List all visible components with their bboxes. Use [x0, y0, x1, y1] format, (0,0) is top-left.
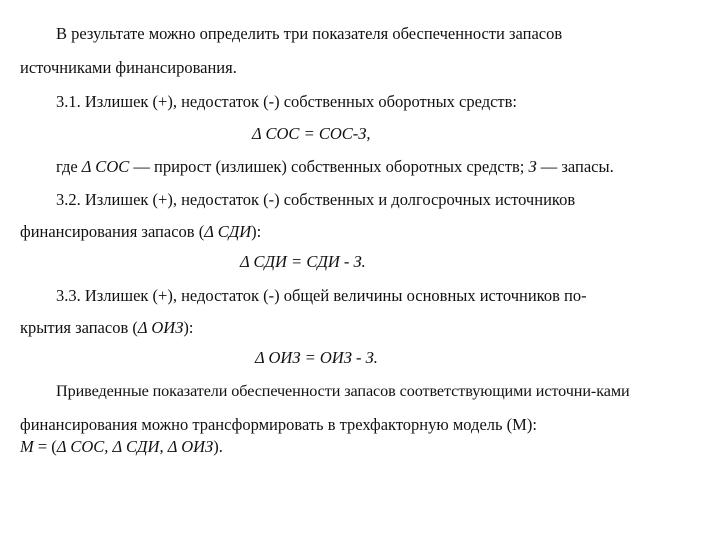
formula-delta-sos [252, 124, 371, 144]
definition-line [56, 157, 614, 177]
section-3-2-suffix: ): [251, 222, 262, 241]
section-3-2-continuation [20, 222, 261, 242]
model-close: ). [213, 437, 223, 456]
section-3-3-suffix: ): [183, 318, 194, 337]
paragraph-conclusion-line-1: Приведенные показатели обеспеченности запасов соответствующими источни-ками [56, 382, 630, 400]
paragraph-intro-line-1: В результате можно определить три показателя обеспеченности запасов [56, 24, 563, 43]
section-3-2-symbol: Δ СДИ [204, 222, 252, 241]
section-3-2-heading: 3.2. Излишек (+), недостаток (-) собственных и долгосрочных источников [56, 190, 576, 209]
model-term-oiz: Δ ОИЗ [167, 437, 214, 456]
section-3-3-prefix: крытия запасов ( [20, 318, 138, 337]
model-formula [20, 437, 223, 457]
definition-suffix: — запасы. [536, 157, 614, 176]
section-3-3-symbol: Δ ОИЗ [137, 318, 184, 337]
section-3-2-prefix: финансирования запасов ( [20, 222, 205, 241]
definition-text: — прирост (излишек) собственных оборотных средств; [129, 157, 529, 176]
paragraph-intro-line-2: источниками финансирования. [20, 58, 237, 77]
model-term-sos-sdi: Δ СОС, Δ СДИ [56, 437, 160, 456]
formula-delta-oiz [255, 348, 378, 368]
section-3-3-heading: 3.3. Излишек (+), недостаток (-) общей величины основных источников по- [56, 286, 587, 305]
definition-prefix: где [56, 157, 82, 176]
formula-delta-sdi [240, 252, 366, 272]
section-3-1-heading: 3.1. Излишек (+), недостаток (-) собственных оборотных средств: [56, 92, 518, 111]
model-separator: , [159, 437, 168, 456]
model-lhs: М [20, 437, 34, 456]
section-3-3-continuation [20, 318, 193, 338]
model-equals: = ( [33, 437, 57, 456]
formula-delta-sdi-text: Δ СДИ = СДИ - З. [240, 252, 366, 271]
definition-symbol: Δ СОС [81, 157, 130, 176]
paragraph-conclusion-line-2: финансирования можно трансформировать в трехфакторную модель (М): [20, 415, 537, 434]
formula-delta-sos-text: Δ СОС = СОС-З, [252, 124, 371, 143]
definition-z-symbol: З [528, 157, 537, 176]
formula-delta-oiz-text: Δ ОИЗ = ОИЗ - З. [255, 348, 378, 367]
